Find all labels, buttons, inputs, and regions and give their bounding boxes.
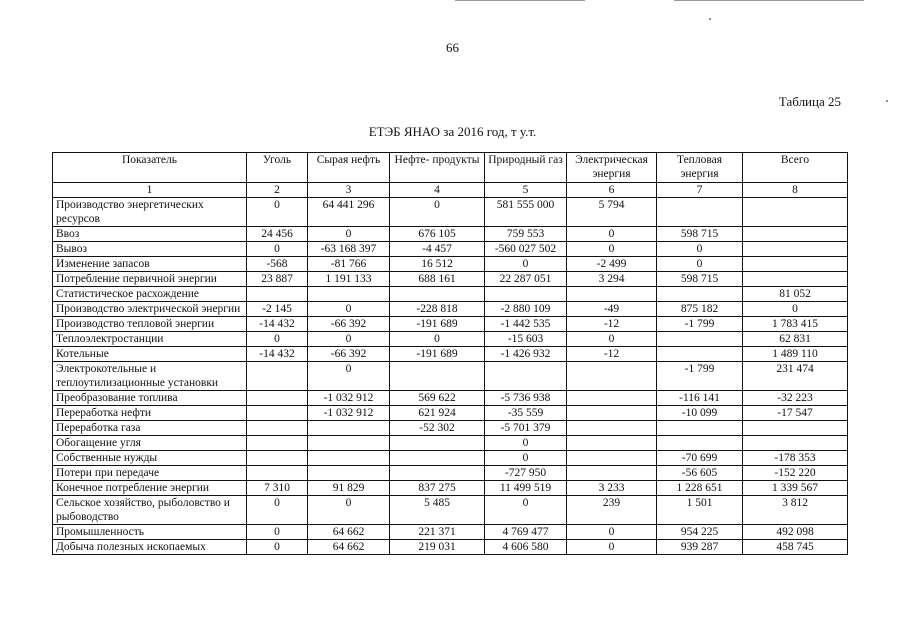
- column-number: 6: [567, 183, 657, 198]
- page-number: 66: [446, 40, 459, 55]
- table-cell: 0: [743, 302, 848, 317]
- table-cell: 0: [390, 332, 485, 347]
- scan-speck: [886, 100, 888, 102]
- table-cell: 676 105: [390, 227, 485, 242]
- table-cell: -5 701 379: [485, 421, 567, 436]
- table-cell: -560 027 502: [485, 242, 567, 257]
- table-cell: 221 371: [390, 525, 485, 540]
- column-number: 4: [390, 183, 485, 198]
- table-cell: -191 689: [390, 317, 485, 332]
- scan-top-line-left: [455, 0, 585, 1]
- table-title: ЕТЭБ ЯНАО за 2016 год, т у.т.: [368, 124, 537, 139]
- table-cell: -1 799: [657, 362, 743, 391]
- row-label: Конечное потребление энергии: [53, 481, 247, 496]
- table-cell: [567, 421, 657, 436]
- column-header: Нефте- продукты: [390, 153, 485, 183]
- table-cell: -178 353: [743, 451, 848, 466]
- table-cell: 5 794: [567, 198, 657, 227]
- table-cell: [308, 287, 390, 302]
- table-cell: -1 032 912: [308, 406, 390, 421]
- column-header: Показатель: [53, 153, 247, 183]
- table-cell: -1 032 912: [308, 391, 390, 406]
- table-cell: -17 547: [743, 406, 848, 421]
- table-cell: 0: [308, 496, 390, 525]
- table-row: [53, 227, 848, 242]
- row-label: Изменение запасов: [53, 257, 247, 272]
- table-cell: -56 605: [657, 466, 743, 481]
- table-cell: 0: [657, 257, 743, 272]
- table-cell: 0: [308, 227, 390, 242]
- table-cell: [247, 287, 308, 302]
- row-label: Статистическое расхождение: [53, 287, 247, 302]
- table-cell: 1 501: [657, 496, 743, 525]
- row-label: Производство электрической энергии: [53, 302, 247, 317]
- table-cell: 0: [567, 332, 657, 347]
- table-cell: 22 287 051: [485, 272, 567, 287]
- table-cell: -727 950: [485, 466, 567, 481]
- table-cell: [390, 362, 485, 391]
- table-number: Таблица 25: [778, 94, 841, 109]
- table-cell: -66 392: [308, 347, 390, 362]
- table-row: [53, 332, 848, 347]
- table-cell: 492 098: [743, 525, 848, 540]
- table-cell: 0: [247, 242, 308, 257]
- table-cell: 16 512: [390, 257, 485, 272]
- table-cell: [247, 421, 308, 436]
- header-row: [53, 153, 848, 183]
- table-cell: 0: [485, 451, 567, 466]
- table-cell: [657, 198, 743, 227]
- table-row: [53, 421, 848, 436]
- table-cell: -116 141: [657, 391, 743, 406]
- table-cell: 0: [247, 540, 308, 555]
- table-cell: 759 553: [485, 227, 567, 242]
- table-cell: [308, 451, 390, 466]
- table-cell: 875 182: [657, 302, 743, 317]
- table-cell: 939 287: [657, 540, 743, 555]
- table-cell: 4 769 477: [485, 525, 567, 540]
- table-row: [53, 466, 848, 481]
- table-cell: -12: [567, 317, 657, 332]
- table-cell: [485, 287, 567, 302]
- row-label: Промышленность: [53, 525, 247, 540]
- table-cell: 231 474: [743, 362, 848, 391]
- table-cell: 62 831: [743, 332, 848, 347]
- table-cell: [743, 272, 848, 287]
- table-cell: 621 924: [390, 406, 485, 421]
- table-cell: -2 880 109: [485, 302, 567, 317]
- table-cell: -2 145: [247, 302, 308, 317]
- table-cell: 239: [567, 496, 657, 525]
- table-cell: 1 339 567: [743, 481, 848, 496]
- column-header: Всего: [743, 153, 848, 183]
- table-cell: 0: [390, 198, 485, 227]
- table-cell: 64 441 296: [308, 198, 390, 227]
- table-row: [53, 481, 848, 496]
- table-row: [53, 242, 848, 257]
- table-cell: 81 052: [743, 287, 848, 302]
- table-cell: -1 442 535: [485, 317, 567, 332]
- table-cell: [567, 406, 657, 421]
- table-cell: 569 622: [390, 391, 485, 406]
- table-cell: -4 457: [390, 242, 485, 257]
- table-cell: [247, 406, 308, 421]
- table-cell: 0: [247, 332, 308, 347]
- table-cell: [247, 362, 308, 391]
- column-number: 8: [743, 183, 848, 198]
- table-row: [53, 436, 848, 451]
- row-label: Теплоэлектростанции: [53, 332, 247, 347]
- table-cell: -49: [567, 302, 657, 317]
- table-cell: -1 799: [657, 317, 743, 332]
- table-cell: -10 099: [657, 406, 743, 421]
- table-cell: [485, 362, 567, 391]
- table-cell: 458 745: [743, 540, 848, 555]
- table-cell: 1 489 110: [743, 347, 848, 362]
- row-label: Обогащение угля: [53, 436, 247, 451]
- table-cell: -191 689: [390, 347, 485, 362]
- table-row: [53, 496, 848, 525]
- column-number: 5: [485, 183, 567, 198]
- table-cell: 0: [485, 257, 567, 272]
- table-cell: [247, 451, 308, 466]
- energy-balance-table: [52, 152, 848, 555]
- column-number: 2: [247, 183, 308, 198]
- table-cell: [390, 436, 485, 451]
- table-cell: -14 432: [247, 347, 308, 362]
- table-cell: [657, 436, 743, 451]
- row-label: Электрокотельные и теплоутилизационные установки: [53, 362, 247, 391]
- table-cell: 0: [567, 242, 657, 257]
- table-cell: 7 310: [247, 481, 308, 496]
- table-cell: 598 715: [657, 227, 743, 242]
- table-cell: 954 225: [657, 525, 743, 540]
- table-cell: -5 736 938: [485, 391, 567, 406]
- row-label: Сельское хозяйство, рыболовство и рыбоводство: [53, 496, 247, 525]
- table-cell: [567, 466, 657, 481]
- table-cell: 0: [567, 540, 657, 555]
- row-label: Добыча полезных ископаемых: [53, 540, 247, 555]
- table-cell: [743, 198, 848, 227]
- table-cell: -1 426 932: [485, 347, 567, 362]
- table-row: [53, 406, 848, 421]
- table-row: [53, 451, 848, 466]
- table-cell: -63 168 397: [308, 242, 390, 257]
- column-header: Природный газ: [485, 153, 567, 183]
- row-label: Ввоз: [53, 227, 247, 242]
- table-cell: 1 783 415: [743, 317, 848, 332]
- table-cell: 0: [308, 362, 390, 391]
- table-cell: [567, 436, 657, 451]
- table-body: [53, 198, 848, 555]
- table-cell: -81 766: [308, 257, 390, 272]
- table-cell: 598 715: [657, 272, 743, 287]
- row-label: Переработка нефти: [53, 406, 247, 421]
- table-cell: [567, 362, 657, 391]
- table-cell: [743, 242, 848, 257]
- table-cell: 0: [308, 332, 390, 347]
- table-cell: [743, 421, 848, 436]
- table-cell: -66 392: [308, 317, 390, 332]
- table-row: [53, 347, 848, 362]
- row-label: Собственные нужды: [53, 451, 247, 466]
- table-cell: 1 191 133: [308, 272, 390, 287]
- table-cell: 219 031: [390, 540, 485, 555]
- table-row: [53, 317, 848, 332]
- table-row: [53, 198, 848, 227]
- row-label: Преобразование топлива: [53, 391, 247, 406]
- table-cell: [743, 436, 848, 451]
- table-cell: 0: [247, 198, 308, 227]
- row-label: Производство энергетических ресурсов: [53, 198, 247, 227]
- table-cell: 24 456: [247, 227, 308, 242]
- table-cell: [657, 347, 743, 362]
- table-cell: -32 223: [743, 391, 848, 406]
- table-cell: -568: [247, 257, 308, 272]
- table-cell: 64 662: [308, 525, 390, 540]
- table-cell: 4 606 580: [485, 540, 567, 555]
- table-cell: -70 699: [657, 451, 743, 466]
- table-cell: 0: [567, 525, 657, 540]
- table-cell: [308, 421, 390, 436]
- table-row: [53, 540, 848, 555]
- table-cell: 581 555 000: [485, 198, 567, 227]
- table-cell: 5 485: [390, 496, 485, 525]
- table-cell: 1 228 651: [657, 481, 743, 496]
- column-number: 7: [657, 183, 743, 198]
- scan-top-line-right: [674, 0, 864, 1]
- table-cell: -2 499: [567, 257, 657, 272]
- table-cell: [247, 436, 308, 451]
- table-cell: [247, 466, 308, 481]
- table-cell: [308, 436, 390, 451]
- column-header: Электрическая энергия: [567, 153, 657, 183]
- table-cell: [390, 466, 485, 481]
- table-row: [53, 362, 848, 391]
- table-cell: 0: [485, 436, 567, 451]
- table-cell: [567, 287, 657, 302]
- table-cell: [308, 466, 390, 481]
- column-header: Тепловая энергия: [657, 153, 743, 183]
- table-cell: [743, 227, 848, 242]
- table-cell: 0: [308, 302, 390, 317]
- row-label: Производство тепловой энергии: [53, 317, 247, 332]
- column-number: 3: [308, 183, 390, 198]
- table-cell: -35 559: [485, 406, 567, 421]
- row-label: Потребление первичной энергии: [53, 272, 247, 287]
- table-row: [53, 287, 848, 302]
- table-row: [53, 391, 848, 406]
- table-cell: 11 499 519: [485, 481, 567, 496]
- table-cell: 688 161: [390, 272, 485, 287]
- row-label: Переработка газа: [53, 421, 247, 436]
- table-cell: [657, 332, 743, 347]
- table-cell: [390, 451, 485, 466]
- table-row: [53, 272, 848, 287]
- table-cell: [743, 257, 848, 272]
- table-cell: 0: [247, 525, 308, 540]
- scan-speck: [709, 18, 711, 20]
- table-cell: -52 302: [390, 421, 485, 436]
- table-cell: 3 233: [567, 481, 657, 496]
- table-row: [53, 525, 848, 540]
- table-row: [53, 302, 848, 317]
- table-cell: -15 603: [485, 332, 567, 347]
- table-cell: 0: [485, 496, 567, 525]
- table-cell: [657, 287, 743, 302]
- table-cell: -228 818: [390, 302, 485, 317]
- table-cell: 91 829: [308, 481, 390, 496]
- row-label: Вывоз: [53, 242, 247, 257]
- row-label: Потери при передаче: [53, 466, 247, 481]
- table-cell: [390, 287, 485, 302]
- table-row: [53, 257, 848, 272]
- table-cell: 3 812: [743, 496, 848, 525]
- table-cell: 837 275: [390, 481, 485, 496]
- table-cell: 0: [247, 496, 308, 525]
- table-cell: [567, 391, 657, 406]
- column-number: 1: [53, 183, 247, 198]
- table-cell: 23 887: [247, 272, 308, 287]
- table-cell: [247, 391, 308, 406]
- table-cell: 0: [567, 227, 657, 242]
- table-cell: -12: [567, 347, 657, 362]
- table-cell: [567, 451, 657, 466]
- column-header: Сырая нефть: [308, 153, 390, 183]
- table-cell: -14 432: [247, 317, 308, 332]
- table-cell: -152 220: [743, 466, 848, 481]
- row-label: Котельные: [53, 347, 247, 362]
- table-cell: 0: [657, 242, 743, 257]
- table-cell: [657, 421, 743, 436]
- table-cell: 3 294: [567, 272, 657, 287]
- column-header: Уголь: [247, 153, 308, 183]
- column-number-row: [53, 183, 848, 198]
- table-cell: 64 662: [308, 540, 390, 555]
